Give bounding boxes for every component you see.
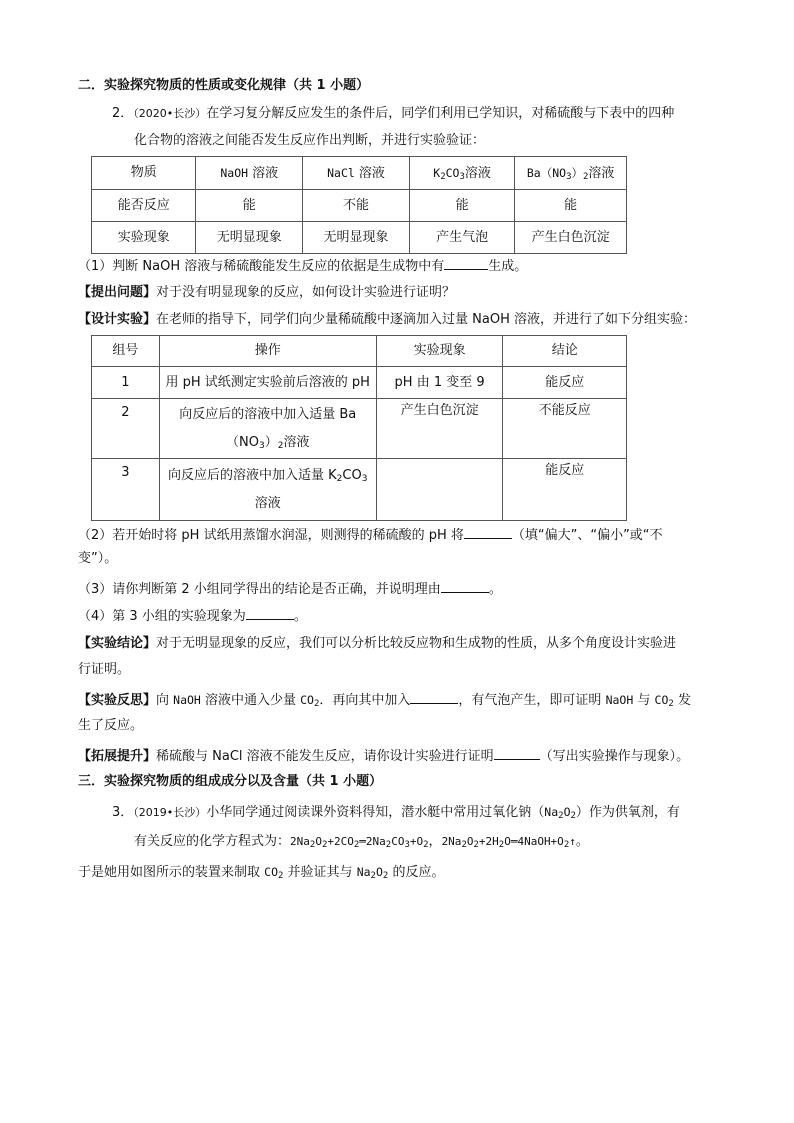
table2-cell: 产生白色沉淀 bbox=[376, 399, 503, 459]
table1-header-cell: 物质 bbox=[92, 157, 196, 190]
question-2-source: （2020•长沙） bbox=[133, 107, 207, 120]
table1-cell: 能 bbox=[515, 190, 627, 222]
substance-table bbox=[91, 156, 627, 254]
question-3-line-3: 于是她用如图所示的装置来制取 $CO_2$ 并验证其与 $Na_2O_2$ 的反应。 bbox=[78, 865, 445, 881]
subquestion-3-end: 。 bbox=[488, 582, 502, 597]
table1-cell: 无明显现象 bbox=[303, 222, 410, 254]
question-2-number: 2． bbox=[112, 106, 134, 121]
table2-cell: pH 由 1 变至 9 bbox=[376, 367, 503, 399]
conclusion-paragraph bbox=[78, 634, 676, 654]
answer-blank-1[interactable] bbox=[444, 256, 488, 270]
table1-header-cell: $Ba(NO_3)_2$溶液 bbox=[515, 157, 627, 190]
subquestion-2-hint: （填“偏大”、“偏小”或“不 bbox=[511, 528, 663, 543]
substance-table-header-row bbox=[92, 157, 627, 190]
reflection-paragraph: 【实验反思】向 NaOH 溶液中通入少量 $CO_2$．再向其中加入 ，有气泡产生，即可证明 NaOH 与 $CO_2$ 发 bbox=[78, 690, 691, 711]
table2-cell: 不能反应 bbox=[503, 399, 627, 459]
table2-cell: 向反应后的溶液中加入适量 Ba $(NO_3)_2$溶液 bbox=[159, 399, 376, 459]
conclusion-text-2: 行证明。 bbox=[78, 662, 131, 677]
table2-row-2 bbox=[92, 399, 627, 459]
reflection-text-2: 生了反应。 bbox=[78, 718, 144, 733]
table1-cell: 实验现象 bbox=[92, 222, 196, 254]
table1-cell: 无明显现象 bbox=[196, 222, 303, 254]
table1-row-react bbox=[92, 190, 627, 222]
table1-cell: 能否反应 bbox=[92, 190, 196, 222]
table2-cell-empty[interactable] bbox=[376, 459, 503, 521]
question-3-line-1: 3．（2019•长沙）小华同学通过阅读课外资料得知，潜水艇中常用过氧化钠$(Na_2O_2)$作为供氧剂，有 bbox=[112, 805, 680, 821]
table2-cell: 3 bbox=[92, 459, 160, 521]
table1-cell: 不能 bbox=[303, 190, 410, 222]
reflection-tag: 【实验反思】 bbox=[78, 693, 157, 708]
table2-cell: 1 bbox=[92, 367, 160, 399]
table1-cell: 能 bbox=[409, 190, 514, 222]
extension-hint: （写出实验操作与现象）。 bbox=[539, 749, 690, 764]
question-2-stem-1: 在学习复分解反应发生的条件后，同学们利用已学知识，对稀硫酸与下表中的四种 bbox=[206, 106, 675, 121]
table2-header-cell: 操作 bbox=[159, 336, 376, 367]
answer-blank-2[interactable] bbox=[464, 525, 512, 539]
subquestion-4 bbox=[78, 606, 307, 627]
table2-header-cell: 实验现象 bbox=[376, 336, 503, 367]
table2-header-row bbox=[92, 336, 627, 367]
section-2-title: 二．实验探究物质的性质或变化规律（共 1 小题） bbox=[78, 78, 370, 93]
answer-blank-6[interactable] bbox=[494, 746, 540, 760]
question-3-source: （2019•长沙） bbox=[133, 806, 207, 819]
table1-cell: 产生白色沉淀 bbox=[515, 222, 627, 254]
experiment-table bbox=[91, 335, 627, 521]
conclusion-tag: 【实验结论】 bbox=[78, 636, 157, 651]
table2-cell: 能反应 bbox=[503, 367, 627, 399]
subquestion-1-end: 生成。 bbox=[488, 259, 528, 274]
table1-cell: 产生气泡 bbox=[409, 222, 514, 254]
design-experiment-tag: 【设计实验】 bbox=[78, 312, 157, 327]
answer-blank-3[interactable] bbox=[441, 579, 489, 593]
question-3-equations: 有关反应的化学方程式为：$2Na_2O_2+2CO_2═2Na_2CO_3+O_2$，$2Na_2O_2+2H_2O═4NaOH+O_2↑$。 bbox=[134, 834, 589, 850]
table2-row-1 bbox=[92, 367, 627, 399]
table1-header-cell: $K_2CO_3$溶液 bbox=[409, 157, 514, 190]
answer-blank-5[interactable] bbox=[410, 690, 458, 704]
question-3-number: 3． bbox=[112, 805, 134, 820]
design-experiment-text: 在老师的指导下，同学们向少量稀硫酸中逐滴加入过量 NaOH 溶液，并进行了如下分组实验： bbox=[156, 312, 696, 327]
table1-row-phenomenon bbox=[92, 222, 627, 254]
answer-blank-4[interactable] bbox=[246, 606, 294, 620]
subquestion-4-text: （4）第 3 小组的实验现象为 bbox=[78, 609, 246, 624]
table2-row-3 bbox=[92, 459, 627, 521]
question-2-line-1 bbox=[112, 104, 674, 124]
subquestion-3 bbox=[78, 579, 502, 600]
extension-text: 稀硫酸与 NaCl 溶液不能发生反应，请你设计实验进行证明 bbox=[156, 749, 494, 764]
subquestion-3-text: （3）请你判断第 2 小组同学得出的结论是否正确，并说明理由 bbox=[78, 582, 441, 597]
raise-question-tag: 【提出问题】 bbox=[78, 285, 157, 300]
subquestion-1-text: （1）判断 NaOH 溶液与稀硫酸能发生反应的依据是生成物中有 bbox=[78, 259, 445, 274]
table1-cell: 能 bbox=[196, 190, 303, 222]
table2-header-cell: 结论 bbox=[503, 336, 627, 367]
subquestion-2 bbox=[78, 525, 663, 546]
extension-tag: 【拓展提升】 bbox=[78, 749, 157, 764]
table2-cell: 用 pH 试纸测定实验前后溶液的 pH bbox=[159, 367, 376, 399]
conclusion-text-1: 对于无明显现象的反应，我们可以分析比较反应物和生成物的性质，从多个角度设计实验进 bbox=[156, 636, 677, 651]
subquestion-1 bbox=[78, 256, 527, 277]
subquestion-2-cont: 变”）。 bbox=[78, 551, 118, 566]
table2-cell: 向反应后的溶液中加入适量 $K_2CO_3$ 溶液 bbox=[159, 459, 376, 521]
table2-cell: 能反应 bbox=[503, 459, 627, 521]
subquestion-2-text: （2）若开始时将 pH 试纸用蒸馏水润湿，则测得的稀硫酸的 pH 将 bbox=[78, 528, 464, 543]
subquestion-4-end: 。 bbox=[293, 609, 307, 624]
table1-header-cell: NaCl 溶液 bbox=[303, 157, 410, 190]
raise-question-paragraph bbox=[78, 283, 455, 303]
table1-header-cell: NaOH 溶液 bbox=[196, 157, 303, 190]
design-experiment-paragraph bbox=[78, 310, 696, 330]
extension-paragraph bbox=[78, 746, 689, 767]
table2-header-cell: 组号 bbox=[92, 336, 160, 367]
raise-question-text: 对于没有明显现象的反应，如何设计实验进行证明？ bbox=[156, 285, 456, 300]
section-3-title: 三．实验探究物质的组成成分以及含量（共 1 小题） bbox=[78, 774, 383, 789]
table2-cell: 2 bbox=[92, 399, 160, 459]
question-2-stem-2: 化合物的溶液之间能否发生反应作出判断，并进行实验验证： bbox=[134, 133, 486, 148]
